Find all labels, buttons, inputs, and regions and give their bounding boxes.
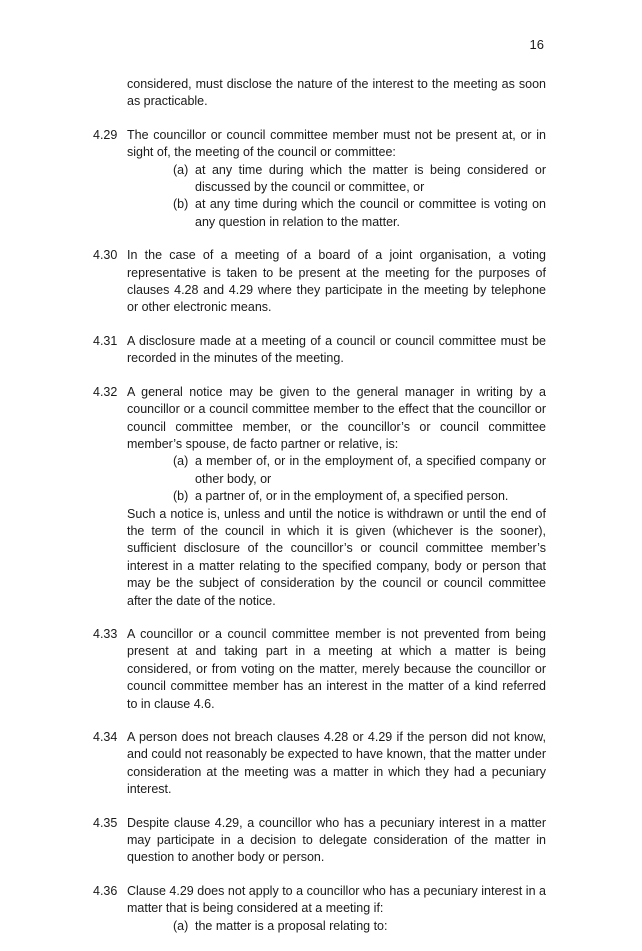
clause-text: A councillor or a council committee member is not prevented from being present at and taking part in a meeting at which a matter is being considered, or from voting on the matter, merely because the councillor or council committee member has an interest in the matter of a kind referred to in clause 4.6. <box>127 626 546 711</box>
subitem-text: the matter is a proposal relating to: <box>195 918 388 933</box>
subitem-label: (b) <box>173 197 189 212</box>
subitem-label: (b) <box>173 489 189 504</box>
clause-number: 4.36 <box>93 883 118 898</box>
subitem-b <box>173 196 546 231</box>
clause-text: A person does not breach clauses 4.28 or 4.29 if the person did not know, and could not reasonably be expected to have known, that the matter under consideration at the meeting was a matter in which they had a pecuniary interest. <box>127 730 546 797</box>
page-number: 16 <box>529 37 544 52</box>
clause-number: 4.30 <box>93 248 118 263</box>
continued-paragraph: considered, must disclose the nature of the interest to the meeting as soon as practicable. <box>127 77 546 109</box>
clause-text: Clause 4.29 does not apply to a councillor who has a pecuniary interest in a matter that is being considered at a meeting if: <box>127 883 546 916</box>
clause-4-34 <box>93 729 546 799</box>
subitem-a <box>173 162 546 197</box>
clause-text: In the case of a meeting of a board of a joint organisation, a voting representative is taken to be present at the meeting for the purposes of clauses 4.28 and 4.29 where they participate in the meeting by telephone or other electronic means. <box>127 248 546 315</box>
subitem-text: a member of, or in the employment of, a specified company or other body, or <box>195 454 546 486</box>
clause-4-35 <box>93 815 546 867</box>
clause-text: Despite clause 4.29, a councillor who has a pecuniary interest in a matter may participate in a decision to delegate consideration of the matter in question to another body or person. <box>127 815 546 865</box>
subitem-label: (a) <box>173 162 189 177</box>
subitem-a <box>173 918 546 935</box>
clause-number: 4.34 <box>93 730 118 744</box>
subitem-b <box>173 488 546 505</box>
clause-4-29 <box>93 127 546 231</box>
clause-number: 4.35 <box>93 815 118 830</box>
clause-number: 4.29 <box>93 127 118 142</box>
clause-4-33 <box>93 626 546 713</box>
subitem-a <box>173 453 546 488</box>
clause-4-31 <box>93 333 546 368</box>
clause-number: 4.32 <box>93 384 118 399</box>
subitem-label: (a) <box>173 918 189 933</box>
document-body <box>93 76 546 951</box>
subitem-label: (a) <box>173 454 189 469</box>
subitem-text: at any time during which the matter is being considered or discussed by the council or committee, or <box>195 162 546 195</box>
subitem-text: at any time during which the council or committee is voting on any question in relation to the matter. <box>195 197 546 229</box>
clause-number: 4.33 <box>93 626 118 641</box>
clause-4-30 <box>93 247 546 317</box>
clause-continuation: Such a notice is, unless and until the notice is withdrawn or until the end of the term of the council in which it is given (whichever is the sooner), sufficient disclosure of the councillor’s or council committee member’s interest in a matter relating to the specified company, body or person that may be the subject of consideration by the council or council committee after the date of the notice. <box>127 506 546 608</box>
clause-text: A general notice may be given to the general manager in writing by a councillor or a council committee member to the effect that the councillor or council committee member, or the councillor’s or council committee member’s spouse, de facto partner or relative, is: <box>127 384 546 451</box>
clause-4-36 <box>93 883 546 935</box>
clause-4-32 <box>93 384 546 610</box>
subitem-text: a partner of, or in the employment of, a specified person. <box>195 489 509 504</box>
clause-text: The councillor or council committee member must not be present at, or in sight of, the meeting of the council or committee: <box>127 127 546 160</box>
clause-text: A disclosure made at a meeting of a council or council committee must be recorded in the minutes of the meeting. <box>127 333 546 366</box>
clause-number: 4.31 <box>93 333 118 348</box>
